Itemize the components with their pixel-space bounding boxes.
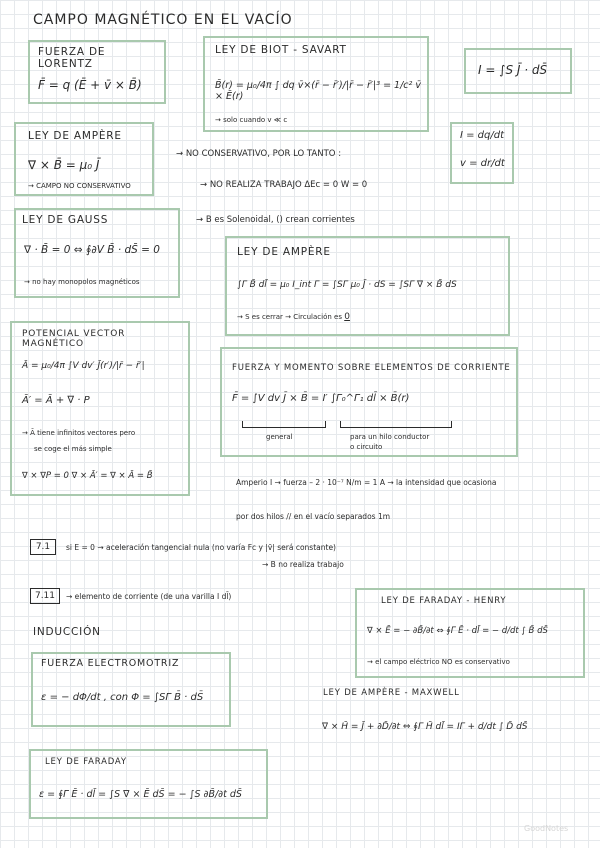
current-definition: I = dq/dt	[460, 130, 505, 141]
faraday-henry-equation: ∇ × Ē = − ∂B̄/∂t ⇔ ∮Γ Ē · dl̄ = − d/dt ∫ B̄ dS̄	[367, 626, 548, 636]
current-integral-equation: I = ∫S J̄ · dS̄	[478, 63, 548, 77]
induccion-heading: INDUCCIÓN	[33, 626, 101, 638]
faraday-henry-note: → el campo eléctrico NO es conservativo	[367, 658, 510, 666]
ampere-integral-note-value: 0	[344, 312, 350, 322]
page-title: CAMPO MAGNÉTICO EN EL VACÍO	[33, 12, 293, 28]
ampere-integral-equation: ∫Γ B̄ dl̄ = μ₀ I_int Γ = ∫SΓ μ₀ J̄ · dS = ∫SΓ ∇ × B̄ dS	[237, 280, 457, 290]
ampere-differential-heading: LEY DE AMPÈRE	[28, 130, 122, 142]
force-moment-equation: F̄ = ∫V dv J̄ × B̄ = I′ ∫Γ₀^Γ₁ dl̄ × B̄(r)	[232, 393, 410, 404]
ampere-differential-equation: ∇ × B̄ = μ₀ J̄	[28, 158, 100, 172]
hilo-brace	[340, 421, 452, 428]
ampere-integral-heading: LEY DE AMPÈRE	[237, 246, 331, 258]
fem-box	[31, 652, 231, 727]
potential-vector-eq1: Ā = μ₀/4π ∫V dv′ J̄(r′)/|r̄ − r̄′|	[22, 361, 145, 371]
exercise-7-11-number: 7.11	[30, 588, 60, 604]
note-no-conservativo: → NO CONSERVATIVO, POR LO TANTO :	[176, 149, 342, 159]
biot-savart-heading: LEY DE BIOT - SAVART	[215, 44, 347, 56]
lorentz-heading: FUERZA DE LORENTZ	[38, 46, 106, 70]
force-moment-box	[220, 347, 518, 457]
faraday-equation: ε = ∮Γ Ē · dl̄ = ∫S ∇ × Ē dS̄ = − ∫S ∂B̄/∂t dS̄	[39, 789, 242, 800]
faraday-heading: LEY DE FARADAY	[45, 757, 127, 767]
velocity-definition: v = dr/dt	[460, 158, 505, 169]
current-integral-box	[464, 48, 572, 94]
ampere-definition-line1: Amperio I → fuerza – 2 · 10⁻⁷ N/m = 1 A → la intensidad que ocasiona	[236, 478, 497, 487]
force-moment-label-hilo2: o circuito	[350, 443, 383, 451]
potential-vector-heading: POTENCIAL VECTOR MAGNÉTICO	[22, 329, 126, 349]
fem-heading: FUERZA ELECTROMOTRIZ	[41, 658, 180, 669]
ampere-definition-line2: por dos hilos // en el vacío separados 1m	[236, 512, 391, 521]
general-brace	[242, 421, 326, 428]
exercise-7-1-text: si E = 0 → aceleración tangencial nula (no varía Fc y |v̄| será constante)	[66, 543, 336, 552]
potential-vector-eq2: Ā′ = Ā + ∇ · P	[22, 395, 90, 406]
fem-equation: ε = − dΦ/dt , con Φ = ∫SΓ B̄ · dS̄	[41, 692, 204, 703]
gauss-heading: LEY DE GAUSS	[22, 214, 109, 226]
biot-savart-note: → solo cuando v ≪ c	[215, 116, 288, 124]
ampere-differential-note: → CAMPO NO CONSERVATIVO	[28, 182, 131, 190]
gauss-box	[14, 208, 180, 298]
biot-savart-box	[203, 36, 429, 132]
force-moment-heading: FUERZA Y MOMENTO SOBRE ELEMENTOS DE CORRIENTE	[232, 363, 511, 373]
faraday-box	[29, 749, 268, 819]
ampere-integral-box	[225, 236, 510, 336]
force-moment-label-general: general	[266, 433, 293, 441]
ampere-differential-box	[14, 122, 154, 196]
potential-vector-box	[10, 321, 190, 496]
ampere-maxwell-heading: LEY DE AMPÈRE - MAXWELL	[323, 688, 460, 698]
note-solenoidal: → B es Solenoidal, () crean corrientes	[196, 215, 355, 225]
potential-vector-note2: se coge el más simple	[34, 445, 112, 453]
ampere-maxwell-equation: ∇ × H̄ = J̄ + ∂D̄/∂t ⇔ ∮Γ H̄ dl̄ = IΓ + d/dt ∫ D̄ dS̄	[322, 722, 528, 732]
faraday-henry-box	[355, 588, 585, 678]
ampere-integral-note: → S es cerrar → Circulación es	[237, 313, 342, 321]
biot-savart-equation: B̄(r) = μ₀/4π ∫ dq v̄×(r̄ − r̄′)/|r̄ − r̄′|³ = 1/c² v̄ × Ē(r)	[215, 80, 421, 102]
potential-vector-note1: → Ā tiene infinitos vectores pero	[22, 429, 136, 437]
current-definitions-box	[450, 122, 514, 184]
lorentz-box	[28, 40, 166, 104]
faraday-henry-heading: LEY DE FARADAY - HENRY	[381, 596, 507, 606]
force-moment-label-hilo: para un hilo conductor	[350, 433, 430, 441]
exercise-7-11-text: → elemento de corriente (de una varilla I dl̄)	[66, 592, 232, 601]
exercise-7-1-number: 7.1	[30, 539, 56, 555]
note-no-trabajo: → NO REALIZA TRABAJO ΔEc = 0 W = 0	[200, 180, 368, 190]
potential-vector-eq3: ∇ × ∇P = 0 ∇ × Ā′ = ∇ × Ā = B̄	[22, 471, 153, 481]
gauss-note: → no hay monopolos magnéticos	[24, 278, 140, 286]
watermark: GoodNotes	[524, 824, 569, 833]
exercise-7-1-note: → B no realiza trabajo	[262, 560, 344, 569]
lorentz-equation: F̄ = q (Ē + v̄ × B̄)	[38, 78, 142, 92]
gauss-equation: ∇ · B̄ = 0 ⇔ ∮∂V B̄ · dS̄ = 0	[24, 244, 160, 256]
